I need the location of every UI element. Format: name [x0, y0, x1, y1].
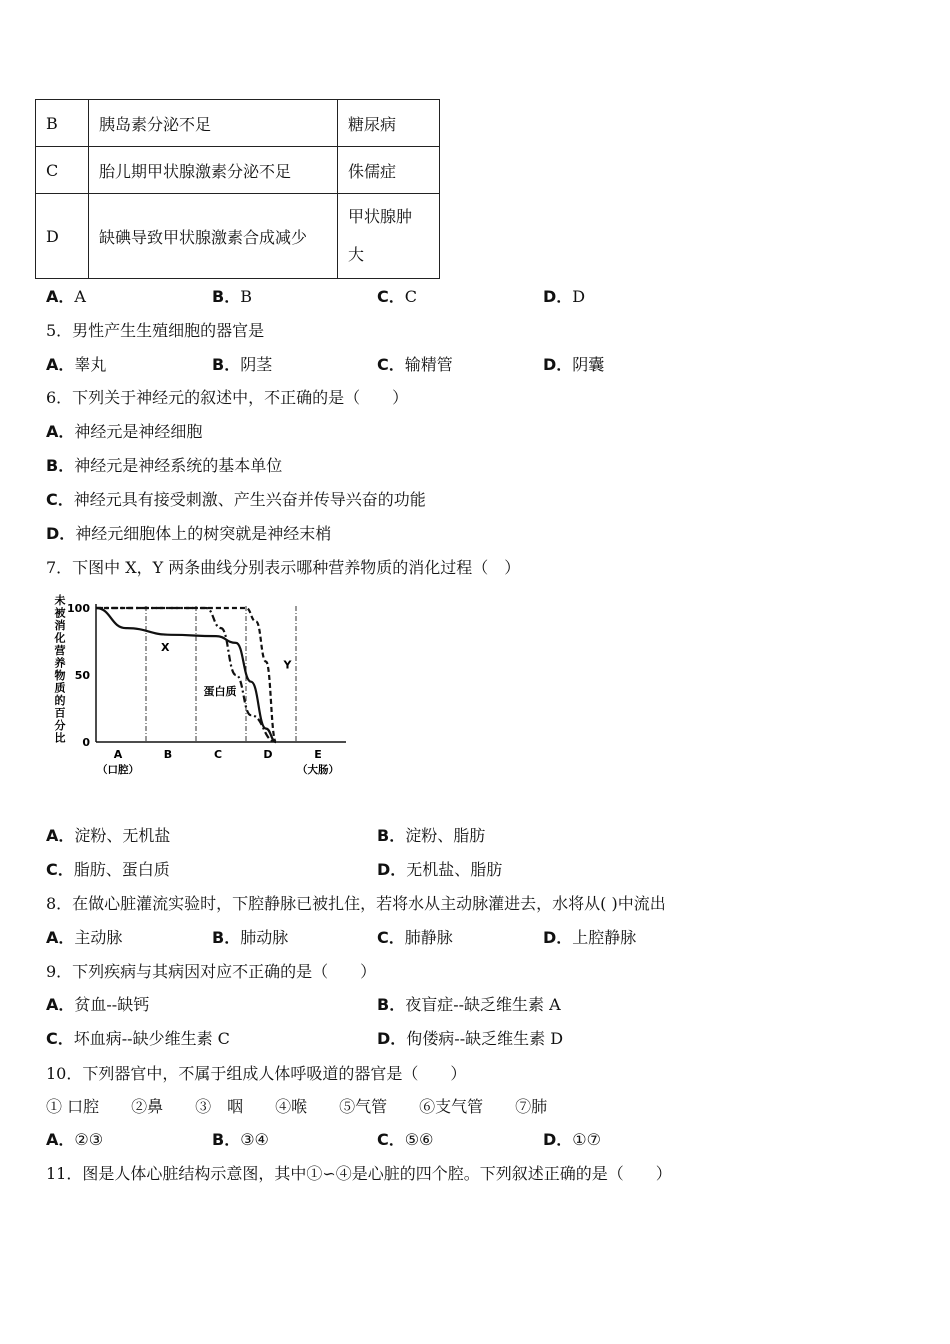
q7-option-c[interactable]	[46, 857, 170, 880]
option-text: B	[240, 287, 252, 306]
option-label: D．	[543, 928, 573, 947]
option-text: 阴囊	[572, 355, 605, 374]
option-text: 坏血病--缺少维生素 C	[73, 1029, 230, 1048]
option-text: 输精管	[404, 355, 453, 374]
option-text: 夜盲症--缺乏维生素 A	[405, 995, 561, 1014]
series-label-protein: 蛋白质	[203, 685, 237, 699]
option-label: A．	[46, 1130, 75, 1149]
table-row	[36, 147, 440, 194]
y-axis-label-char: 百	[54, 706, 66, 720]
q5-option-d[interactable]	[543, 352, 604, 375]
q4-option-b[interactable]	[212, 284, 252, 307]
q5-option-c[interactable]	[377, 352, 453, 375]
chart-axes	[96, 604, 346, 742]
option-text: ⑤⑥	[404, 1130, 434, 1149]
option-label: D．	[543, 355, 573, 374]
option-label: C．	[377, 928, 405, 947]
table-cell-letter: B	[36, 100, 89, 147]
chart-grid	[146, 606, 296, 742]
x-tick-note: （大肠）	[297, 764, 339, 776]
y-axis-label-char: 化	[54, 631, 66, 645]
option-text: D	[572, 287, 586, 306]
q8-option-c[interactable]	[377, 925, 453, 948]
option-label: C．	[377, 1130, 405, 1149]
option-text: 淀粉、脂肪	[405, 826, 486, 845]
q4-option-c[interactable]	[377, 284, 417, 307]
q10-option-b[interactable]	[212, 1127, 269, 1150]
option-label: D．	[543, 287, 573, 306]
option-label: A．	[46, 826, 75, 845]
q10-option-d[interactable]	[543, 1127, 601, 1150]
disease-table	[35, 99, 440, 279]
x-tick-label: A	[113, 748, 123, 761]
option-text: 阴茎	[240, 355, 273, 374]
option-label: C．	[46, 1029, 74, 1048]
y-axis-label-char: 养	[54, 656, 66, 670]
q4-option-a[interactable]	[46, 284, 86, 307]
option-label: D．	[377, 1029, 407, 1048]
table-cell-cause: 胎儿期甲状腺激素分泌不足	[89, 147, 338, 194]
digestion-chart	[46, 590, 356, 790]
option-text: ①⑦	[572, 1130, 601, 1149]
chart-series	[96, 608, 293, 742]
option-label: D．	[46, 524, 76, 543]
table-cell-letter: C	[36, 147, 89, 194]
q10-stem: 10．下列器官中，不属于组成人体呼吸道的器官是（ ）	[46, 1064, 467, 1083]
y-tick-label: 50	[74, 669, 90, 682]
option-label: B．	[46, 456, 75, 475]
option-label: B．	[377, 826, 406, 845]
y-axis-label-char: 未	[54, 594, 66, 607]
q6-option-c[interactable]	[46, 487, 426, 510]
option-label: C．	[46, 490, 74, 509]
q11-stem: 11．图是人体心脏结构示意图，其中①∽④是心脏的四个腔。下列叙述正确的是（ ）	[46, 1164, 672, 1183]
q9-option-c[interactable]	[46, 1026, 230, 1049]
table-cell-disease-text: 甲状腺肿大	[348, 207, 413, 264]
x-tick-label: D	[263, 748, 273, 761]
q5-option-a[interactable]	[46, 352, 106, 375]
option-label: A．	[46, 422, 75, 441]
y-axis-label-char: 的	[54, 694, 66, 707]
y-tick-label: 100	[67, 602, 90, 615]
option-text: 上腔静脉	[572, 928, 637, 947]
table-cell-disease: 侏儒症	[338, 147, 440, 194]
q4-option-d[interactable]	[543, 284, 585, 307]
table-cell-disease	[338, 194, 440, 279]
option-text: 主动脉	[74, 928, 123, 947]
q8-option-a[interactable]	[46, 925, 122, 948]
x-tick-note: （口腔）	[97, 764, 139, 776]
q10-option-a[interactable]	[46, 1127, 103, 1150]
y-axis-label-char: 比	[54, 731, 66, 745]
option-text: ②③	[74, 1130, 104, 1149]
q8-option-b[interactable]	[212, 925, 288, 948]
option-label: C．	[377, 355, 405, 374]
q6-option-d[interactable]	[46, 521, 331, 544]
q6-option-b[interactable]	[46, 453, 282, 476]
q10-items: ① 口腔 ②鼻 ③ 咽 ④喉 ⑤气管 ⑥支气管 ⑦肺	[46, 1097, 548, 1116]
option-label: B．	[212, 355, 241, 374]
option-label: A．	[46, 995, 75, 1014]
option-text: 贫血--缺钙	[74, 995, 150, 1014]
option-text: 淀粉、无机盐	[74, 826, 171, 845]
q9-option-d[interactable]	[377, 1026, 563, 1049]
option-text: 肺动脉	[240, 928, 289, 947]
option-label: B．	[212, 1130, 241, 1149]
y-axis-label-char: 分	[54, 719, 66, 732]
option-text: A	[74, 287, 86, 306]
option-text: 脂肪、蛋白质	[73, 860, 170, 879]
q10-option-c[interactable]	[377, 1127, 433, 1150]
option-label: D．	[377, 860, 407, 879]
q8-option-d[interactable]	[543, 925, 636, 948]
option-text: 睾丸	[74, 355, 107, 374]
q9-option-b[interactable]	[377, 992, 561, 1015]
y-axis-label	[54, 593, 67, 745]
option-label: B．	[212, 287, 241, 306]
table-cell-letter: D	[36, 194, 89, 279]
table-row	[36, 194, 440, 279]
option-text: 无机盐、脂肪	[406, 860, 503, 879]
q7-option-a[interactable]	[46, 823, 170, 846]
option-label: A．	[46, 355, 75, 374]
y-tick-label: 0	[82, 736, 90, 749]
option-label: A．	[46, 287, 75, 306]
table-cell-cause: 缺碘导致甲状腺激素合成减少	[89, 194, 338, 279]
q7-option-b[interactable]	[377, 823, 485, 846]
q6-stem: 6．下列关于神经元的叙述中，不正确的是（ ）	[46, 388, 409, 407]
option-label: B．	[212, 928, 241, 947]
q9-stem: 9．下列疾病与其病因对应不正确的是（ ）	[46, 962, 377, 981]
series-label-y: Y	[283, 658, 292, 672]
option-text: ③④	[240, 1130, 269, 1149]
option-text: 神经元细胞体上的树突就是神经末梢	[75, 524, 332, 543]
y-axis-label-char: 营	[54, 644, 66, 657]
y-axis-label-char: 被	[54, 606, 66, 620]
table-cell-cause: 胰岛素分泌不足	[89, 100, 338, 147]
option-label: A．	[46, 928, 75, 947]
table-row	[36, 100, 440, 147]
q5-option-b[interactable]	[212, 352, 272, 375]
q7-stem: 7．下图中 X，Y 两条曲线分别表示哪种营养物质的消化过程（ ）	[46, 558, 521, 577]
series-line-x	[96, 608, 276, 742]
option-label: C．	[377, 287, 405, 306]
option-text: 神经元是神经细胞	[74, 422, 203, 441]
option-text: 神经元具有接受刺激、产生兴奋并传导兴奋的功能	[73, 490, 426, 509]
series-label-x: X	[161, 640, 170, 654]
option-text: C	[404, 287, 417, 306]
y-axis-label-char: 物	[54, 669, 66, 682]
q6-option-a[interactable]	[46, 419, 202, 442]
x-tick-label: C	[213, 748, 223, 761]
option-label: C．	[46, 860, 74, 879]
x-tick-label: B	[163, 748, 173, 761]
option-text: 神经元是神经系统的基本单位	[74, 456, 283, 475]
q8-stem: 8．在做心脏灌流实验时，下腔静脉已被扎住，若将水从主动脉灌进去，水将从( )中流出	[46, 894, 666, 913]
option-label: D．	[543, 1130, 573, 1149]
option-text: 佝偻病--缺乏维生素 D	[406, 1029, 564, 1048]
q9-option-a[interactable]	[46, 992, 149, 1015]
y-axis-label-char: 消	[54, 619, 66, 632]
q5-stem: 5．男性产生生殖细胞的器官是	[46, 321, 265, 340]
option-text: 肺静脉	[404, 928, 453, 947]
option-label: B．	[377, 995, 406, 1014]
x-tick-label: E	[314, 748, 322, 761]
y-axis-label-char: 质	[54, 681, 66, 695]
table-cell-disease: 糖尿病	[338, 100, 440, 147]
q7-option-d[interactable]	[377, 857, 502, 880]
